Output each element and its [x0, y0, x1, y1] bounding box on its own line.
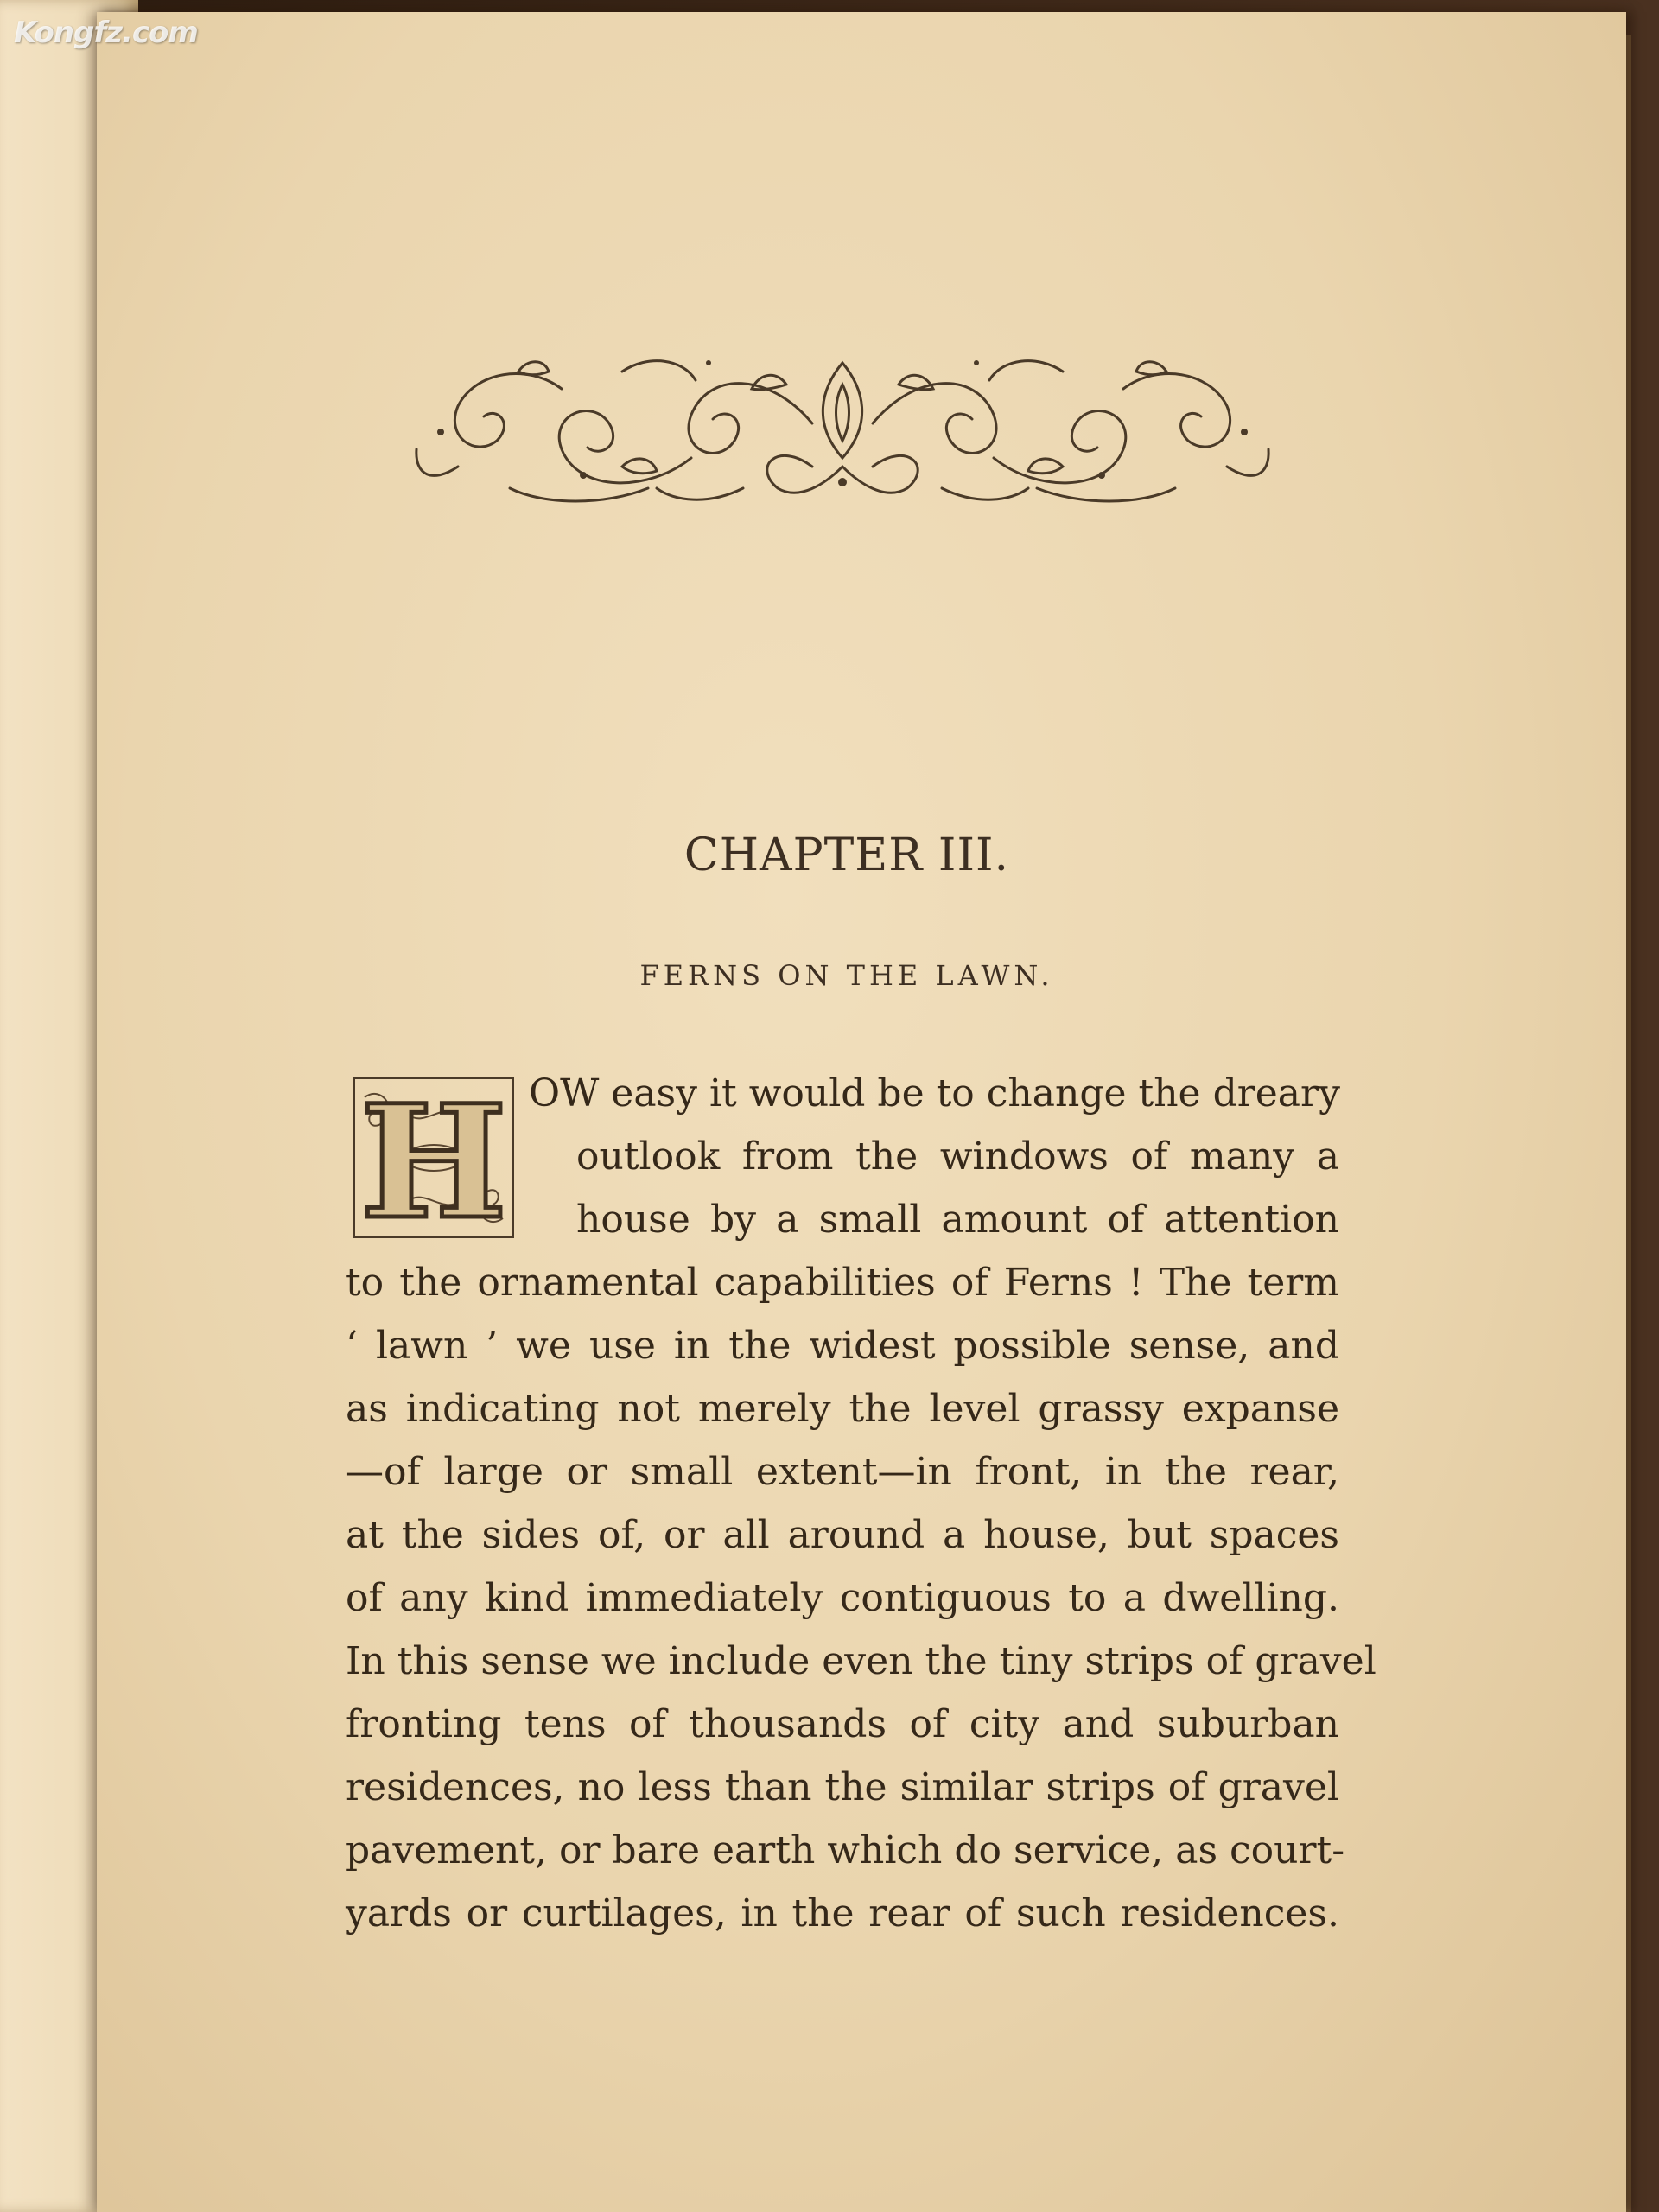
- chapter-subtitle: FERNS ON THE LAWN.: [639, 959, 1054, 992]
- body-line-9: of any kind immediately contiguous to a dwelling.: [346, 1576, 1339, 1620]
- body-line-2: outlook from the windows of many a: [576, 1135, 1339, 1179]
- body-line-8: at the sides of, or all around a house, but spaces: [346, 1513, 1339, 1557]
- chapter-title: CHAPTER III.: [683, 830, 1010, 881]
- body-line-12: residences, no less than the similar strips of gravel: [346, 1765, 1339, 1809]
- body-line-6: as indicating not merely the level grassy expanse: [346, 1387, 1339, 1431]
- body-line-14: yards or curtilages, in the rear of such residences.: [346, 1891, 1339, 1936]
- body-line-11: fronting tens of thousands of city and suburban: [346, 1702, 1339, 1746]
- body-line-10: In this sense we include even the tiny strips of gravel: [346, 1639, 1376, 1683]
- body-line-3: house by a small amount of attention: [576, 1198, 1339, 1242]
- drop-cap: [347, 1071, 520, 1244]
- body-line-1: OW easy it would be to change the dreary: [529, 1071, 1340, 1116]
- body-line-7: —of large or small extent—in front, in the rear,: [346, 1450, 1339, 1494]
- drop-cap-letter: H: [359, 1071, 508, 1244]
- body-line-5: ‘ lawn ’ we use in the widest possible sense, and: [346, 1324, 1339, 1368]
- body-line-13: pavement, or bare earth which do service, as court-: [346, 1828, 1345, 1872]
- watermark-logo: Kongfz.com: [14, 16, 198, 50]
- ornament-headpiece-icon: [406, 337, 1279, 518]
- body-line-4: to the ornamental capabilities of Ferns ! The term: [346, 1261, 1339, 1305]
